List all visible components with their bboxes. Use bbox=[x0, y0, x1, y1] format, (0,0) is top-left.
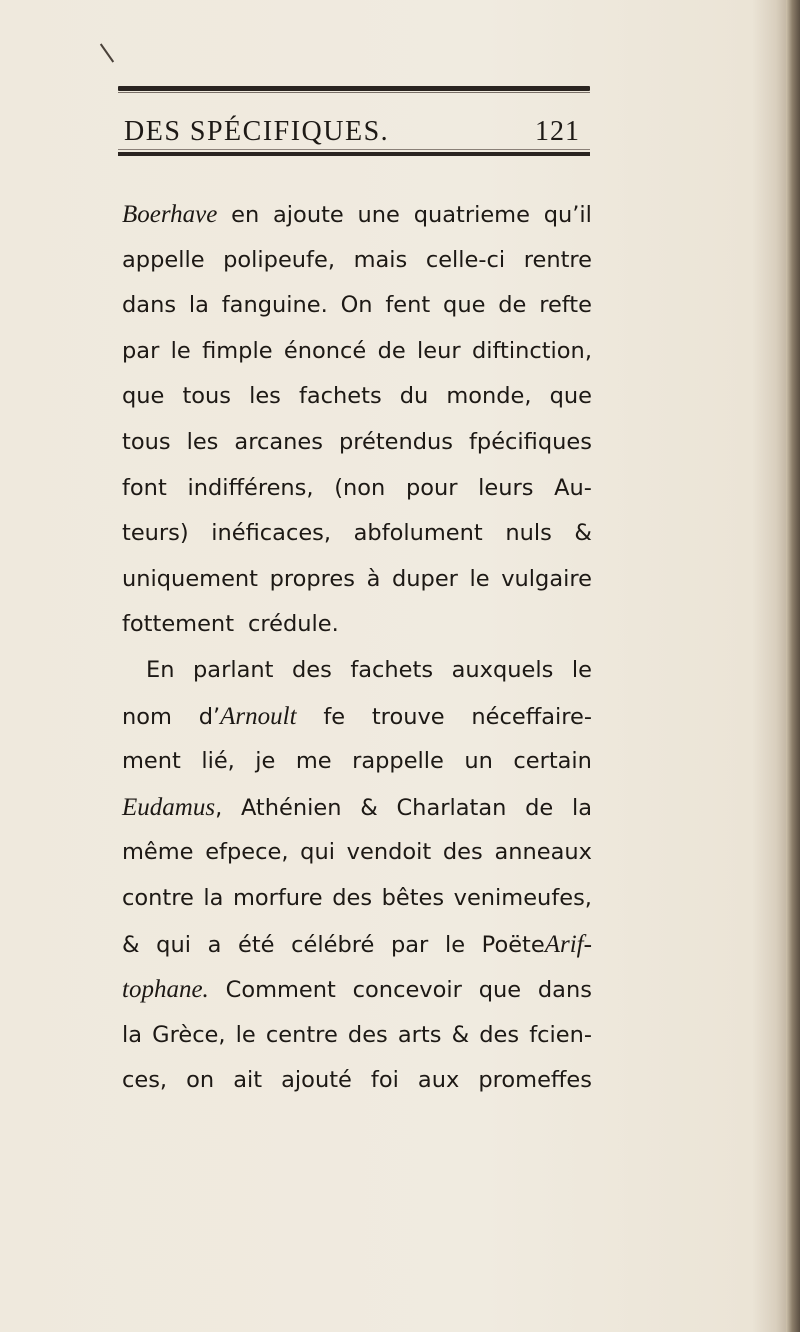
text-run: polipeufe, bbox=[223, 246, 335, 273]
word bbox=[122, 420, 171, 466]
text-run: bêtes bbox=[381, 884, 445, 911]
text-run: même bbox=[122, 839, 194, 866]
word bbox=[234, 420, 323, 466]
word bbox=[122, 739, 181, 785]
text-run: la bbox=[203, 884, 224, 911]
text-line bbox=[122, 192, 592, 238]
text-run: ajoute bbox=[273, 202, 344, 228]
word bbox=[452, 648, 554, 694]
text-run: , bbox=[215, 794, 223, 821]
word bbox=[122, 238, 205, 284]
word bbox=[382, 876, 445, 922]
word bbox=[529, 1013, 592, 1059]
text-run: leur bbox=[417, 337, 461, 364]
word bbox=[539, 283, 592, 329]
word bbox=[452, 1013, 470, 1059]
word bbox=[248, 602, 339, 648]
text-run: & bbox=[574, 520, 592, 547]
text-run: qui bbox=[156, 931, 191, 958]
text-run: & bbox=[360, 794, 378, 821]
word bbox=[270, 557, 355, 603]
word bbox=[171, 329, 191, 375]
word bbox=[266, 1013, 338, 1059]
text-run: dans bbox=[122, 292, 177, 319]
text-run: ait bbox=[233, 1067, 263, 1094]
page-number: 121 bbox=[535, 116, 580, 147]
text-run: des bbox=[291, 656, 332, 683]
text-run: énoncé bbox=[283, 337, 367, 364]
word bbox=[494, 830, 592, 876]
running-head-title: DES SPÉCIFIQUES. bbox=[124, 116, 390, 147]
word bbox=[203, 876, 223, 922]
text-run: ajouté bbox=[281, 1067, 352, 1094]
text-run: nom bbox=[122, 703, 172, 730]
word bbox=[538, 968, 592, 1014]
text-run: fimple bbox=[202, 337, 273, 364]
text-run: par bbox=[122, 337, 160, 364]
word bbox=[292, 648, 332, 694]
text-run: de bbox=[525, 794, 554, 821]
italic-text: Eudamus bbox=[122, 793, 216, 821]
text-run: auxquels bbox=[451, 656, 554, 683]
text-run: mais bbox=[353, 246, 408, 273]
text-line bbox=[122, 602, 592, 648]
text-run: fe bbox=[323, 703, 346, 730]
word bbox=[236, 1013, 256, 1059]
text-run: morfure bbox=[232, 884, 323, 911]
text-run: rentre bbox=[523, 246, 592, 273]
text-run: fpécifiques bbox=[469, 428, 592, 455]
word bbox=[299, 374, 382, 420]
word bbox=[418, 1058, 459, 1104]
text-line bbox=[122, 283, 592, 329]
word bbox=[525, 786, 553, 832]
word bbox=[226, 968, 336, 1014]
text-run: vulgaire bbox=[501, 565, 592, 592]
text-run: venimeufes, bbox=[453, 884, 592, 911]
text-line bbox=[122, 648, 592, 694]
word bbox=[122, 876, 194, 922]
text-run: foi bbox=[370, 1067, 399, 1094]
text-run: efpece, bbox=[205, 839, 289, 866]
text-run: abfolument bbox=[353, 520, 483, 547]
text-run: promeffes bbox=[478, 1067, 592, 1094]
header-rule-bottom bbox=[118, 152, 590, 156]
word bbox=[223, 238, 335, 284]
text-run: dans bbox=[537, 977, 592, 1004]
text-run: les bbox=[249, 383, 281, 410]
text-run: me bbox=[295, 748, 332, 775]
text-run: tous bbox=[182, 383, 232, 410]
text-run: tous bbox=[122, 428, 171, 455]
text-run: refte bbox=[539, 292, 592, 319]
text-run: En bbox=[146, 656, 175, 683]
word bbox=[122, 695, 172, 741]
word bbox=[238, 923, 275, 969]
word bbox=[189, 283, 209, 329]
header-rule-top bbox=[118, 86, 590, 91]
word bbox=[554, 466, 592, 512]
word bbox=[273, 193, 344, 239]
page-edge-shadow bbox=[786, 0, 800, 1332]
word bbox=[414, 193, 530, 239]
text-line bbox=[122, 238, 592, 284]
text-line bbox=[122, 420, 592, 466]
text-run: certain bbox=[513, 748, 592, 775]
text-run: quatrieme bbox=[413, 202, 530, 228]
word bbox=[122, 602, 234, 648]
word bbox=[443, 830, 483, 876]
text-run: nuls bbox=[505, 520, 552, 547]
word bbox=[122, 374, 164, 420]
word bbox=[505, 511, 552, 557]
text-run: celle-ci bbox=[425, 246, 506, 273]
word bbox=[233, 1058, 262, 1104]
word bbox=[211, 511, 331, 557]
text-run: arcanes bbox=[234, 428, 323, 455]
word bbox=[524, 238, 592, 284]
text-run: diftinction, bbox=[471, 337, 592, 364]
word bbox=[358, 193, 400, 239]
text-run: que bbox=[443, 292, 486, 319]
word bbox=[122, 329, 159, 375]
text-run: que bbox=[478, 977, 522, 1004]
text-run: & bbox=[451, 1021, 470, 1048]
text-run: fachets bbox=[298, 383, 382, 410]
text-run: & bbox=[122, 931, 140, 958]
text-run: des bbox=[479, 1021, 520, 1048]
word bbox=[470, 557, 490, 603]
text-run: parlant bbox=[193, 656, 274, 683]
text-run: célébré bbox=[291, 931, 375, 958]
word bbox=[348, 1013, 388, 1059]
word bbox=[445, 923, 465, 969]
text-run: fanguine. bbox=[221, 292, 328, 319]
body-text bbox=[122, 192, 592, 1104]
word bbox=[385, 283, 430, 329]
text-run: la bbox=[571, 794, 592, 821]
word bbox=[205, 830, 288, 876]
text-run: Charlatan bbox=[396, 794, 507, 821]
text-run: la bbox=[122, 1021, 143, 1048]
text-run: (non bbox=[334, 474, 386, 501]
word bbox=[339, 420, 453, 466]
word bbox=[454, 876, 592, 922]
word bbox=[479, 1013, 519, 1059]
word bbox=[146, 648, 174, 694]
word bbox=[498, 283, 526, 329]
text-run: appelle bbox=[122, 246, 205, 273]
word bbox=[122, 511, 189, 557]
text-run: fent bbox=[385, 292, 431, 319]
word bbox=[201, 739, 235, 785]
text-run: la bbox=[188, 292, 209, 319]
text-run: par bbox=[390, 931, 429, 958]
word bbox=[122, 1058, 167, 1104]
word bbox=[255, 739, 275, 785]
text-run: contre bbox=[122, 884, 194, 911]
word bbox=[284, 329, 366, 375]
text-line bbox=[122, 739, 592, 785]
text-run: que bbox=[549, 383, 592, 410]
word bbox=[291, 923, 374, 969]
text-run: des bbox=[332, 884, 373, 911]
text-run: qui bbox=[300, 839, 335, 866]
text-run: été bbox=[238, 931, 275, 958]
text-run: de bbox=[377, 337, 406, 364]
text-run: indifférens, bbox=[187, 474, 314, 501]
word bbox=[443, 283, 485, 329]
text-run: anneaux bbox=[494, 839, 592, 866]
text-run: inéficaces, bbox=[211, 520, 332, 547]
word bbox=[122, 192, 217, 239]
text-run: le bbox=[235, 1021, 256, 1048]
word bbox=[187, 466, 313, 512]
word bbox=[501, 557, 592, 603]
word bbox=[354, 238, 408, 284]
text-run: du bbox=[399, 383, 429, 410]
word bbox=[208, 923, 222, 969]
word bbox=[122, 466, 167, 512]
word bbox=[199, 694, 297, 741]
word bbox=[222, 283, 328, 329]
text-run: crédule. bbox=[248, 611, 339, 638]
word bbox=[323, 695, 345, 741]
word bbox=[281, 1058, 352, 1104]
text-run: néceffaire- bbox=[471, 703, 592, 730]
text-run: Comment bbox=[225, 977, 336, 1004]
text-run: je bbox=[255, 748, 276, 775]
text-run: a bbox=[207, 931, 222, 958]
word bbox=[550, 374, 592, 420]
word bbox=[367, 557, 381, 603]
word bbox=[187, 420, 219, 466]
word bbox=[334, 466, 385, 512]
word bbox=[122, 785, 222, 832]
text-run: le bbox=[444, 931, 466, 958]
text-run: duper bbox=[392, 565, 458, 592]
word bbox=[352, 739, 444, 785]
text-run: des bbox=[442, 839, 483, 866]
text-run: aux bbox=[417, 1067, 460, 1094]
text-run: rappelle bbox=[352, 748, 444, 775]
text-line bbox=[122, 557, 592, 603]
text-run: teurs) bbox=[122, 520, 189, 547]
text-run: trouve bbox=[371, 703, 445, 730]
word bbox=[231, 193, 259, 239]
word bbox=[332, 876, 372, 922]
word bbox=[572, 786, 592, 832]
italic-text: tophane. bbox=[122, 976, 209, 1004]
text-run: ment bbox=[122, 748, 181, 775]
text-run: en bbox=[231, 202, 260, 228]
word bbox=[122, 830, 194, 876]
text-run: Athénien bbox=[240, 794, 342, 821]
text-run: arts bbox=[397, 1021, 442, 1048]
word bbox=[398, 1013, 442, 1059]
stray-ink-mark bbox=[100, 43, 114, 62]
text-line bbox=[122, 1013, 592, 1059]
text-run: vendoit bbox=[346, 839, 432, 866]
text-line bbox=[122, 922, 592, 968]
text-run: les bbox=[186, 428, 219, 455]
word bbox=[478, 1058, 592, 1104]
text-run: lié, bbox=[201, 748, 235, 775]
word bbox=[122, 923, 140, 969]
word bbox=[182, 374, 231, 420]
word bbox=[341, 283, 373, 329]
text-run: Au- bbox=[554, 474, 592, 501]
text-run: pour bbox=[405, 474, 458, 501]
text-line bbox=[122, 876, 592, 922]
word bbox=[249, 374, 281, 420]
text-line bbox=[122, 466, 592, 512]
word bbox=[426, 238, 505, 284]
text-run: On bbox=[340, 292, 373, 319]
text-run: fcien- bbox=[529, 1021, 592, 1048]
word bbox=[156, 923, 191, 969]
text-run: de bbox=[498, 292, 527, 319]
word bbox=[354, 511, 483, 557]
text-line bbox=[122, 830, 592, 876]
text-run: leurs bbox=[478, 474, 534, 501]
text-run: centre bbox=[265, 1021, 338, 1048]
text-run: Poëte bbox=[481, 931, 545, 958]
text-run: on bbox=[186, 1067, 215, 1094]
word bbox=[186, 1058, 214, 1104]
word bbox=[371, 1058, 399, 1104]
italic-text: Arif- bbox=[544, 930, 592, 958]
word bbox=[360, 786, 378, 832]
text-run: concevoir bbox=[352, 977, 462, 1004]
word bbox=[471, 695, 592, 741]
word bbox=[544, 193, 592, 239]
word bbox=[193, 648, 273, 694]
word bbox=[574, 511, 592, 557]
text-run: prétendus bbox=[338, 428, 454, 455]
word bbox=[353, 968, 462, 1014]
text-run: que bbox=[122, 383, 165, 410]
text-line bbox=[122, 1058, 592, 1104]
word bbox=[417, 329, 461, 375]
word bbox=[482, 922, 592, 969]
text-line bbox=[122, 374, 592, 420]
text-run: fachets bbox=[350, 656, 434, 683]
text-run: un bbox=[464, 748, 493, 775]
word bbox=[446, 374, 531, 420]
word bbox=[296, 739, 332, 785]
word bbox=[513, 739, 592, 785]
text-run: uniquement bbox=[122, 565, 258, 592]
text-run: propres bbox=[269, 565, 356, 592]
word bbox=[392, 557, 458, 603]
text-run: des bbox=[347, 1021, 388, 1048]
text-run: le bbox=[170, 337, 191, 364]
word bbox=[372, 695, 445, 741]
text-line bbox=[122, 511, 592, 557]
text-line bbox=[122, 785, 592, 831]
word bbox=[202, 329, 272, 375]
word bbox=[478, 466, 533, 512]
word bbox=[479, 968, 521, 1014]
word bbox=[378, 329, 406, 375]
text-run: ces, bbox=[122, 1067, 168, 1094]
word bbox=[406, 466, 458, 512]
word bbox=[300, 830, 335, 876]
italic-text: Arnoult bbox=[220, 702, 297, 730]
word bbox=[464, 739, 493, 785]
word bbox=[347, 830, 432, 876]
italic-text: Boerhave bbox=[122, 201, 218, 228]
text-run: qu’il bbox=[543, 202, 592, 228]
running-head bbox=[124, 112, 580, 152]
word bbox=[572, 648, 592, 694]
text-run: une bbox=[357, 202, 400, 228]
text-line bbox=[122, 329, 592, 375]
word bbox=[400, 374, 429, 420]
text-run: le bbox=[469, 565, 490, 592]
word bbox=[469, 420, 592, 466]
text-run: fottement bbox=[122, 611, 235, 638]
text-run: d’ bbox=[198, 703, 221, 730]
text-run: font bbox=[122, 474, 167, 501]
word bbox=[233, 876, 323, 922]
text-run: Grèce, bbox=[152, 1021, 226, 1048]
word bbox=[350, 648, 433, 694]
word bbox=[122, 283, 176, 329]
word bbox=[391, 923, 428, 969]
word bbox=[122, 557, 258, 603]
text-run: à bbox=[366, 565, 381, 592]
word bbox=[122, 1013, 142, 1059]
word bbox=[152, 1013, 225, 1059]
text-line bbox=[122, 694, 592, 740]
word bbox=[241, 786, 342, 832]
word bbox=[396, 786, 506, 832]
word bbox=[122, 967, 209, 1014]
text-line bbox=[122, 967, 592, 1013]
text-run: le bbox=[571, 656, 592, 683]
word bbox=[472, 329, 592, 375]
text-run: monde, bbox=[446, 383, 532, 410]
